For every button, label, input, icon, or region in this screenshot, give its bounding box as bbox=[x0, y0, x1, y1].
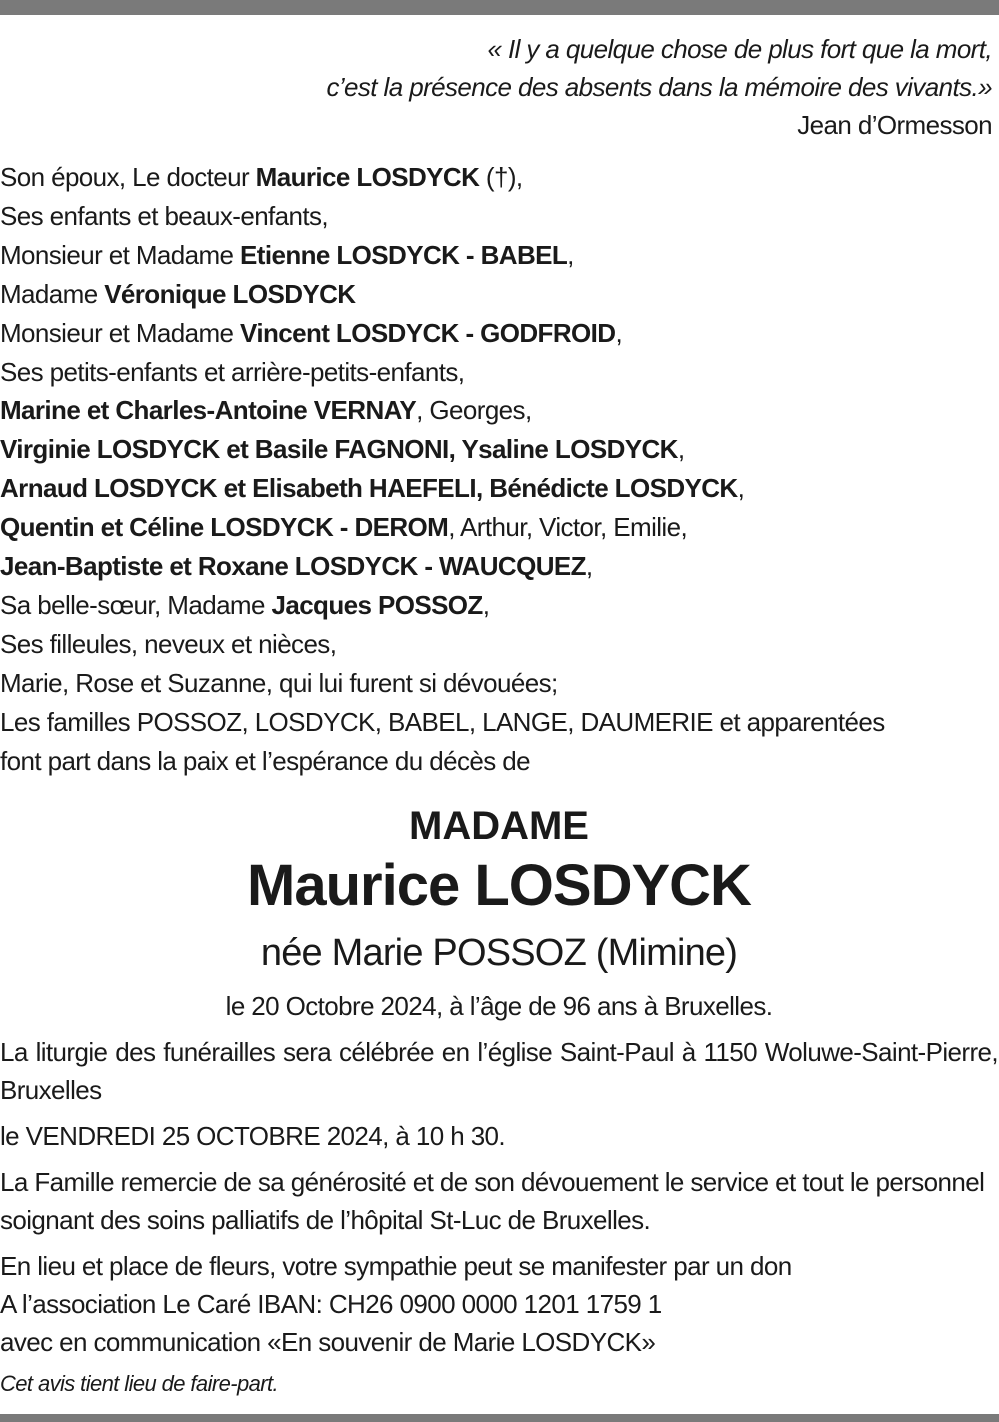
family-text: , bbox=[585, 551, 593, 582]
family-name-bold: Marine et Charles-Antoine VERNAY bbox=[0, 395, 417, 426]
family-text: Son époux, Le docteur bbox=[0, 162, 256, 192]
family-line bbox=[0, 664, 998, 703]
family-text: , bbox=[615, 317, 623, 348]
donation-line-2: A l’association Le Caré IBAN: CH26 0900 0000 1201 1759 1 bbox=[0, 1288, 662, 1319]
family-line bbox=[0, 353, 998, 392]
family-line bbox=[0, 625, 998, 664]
family-name-bold: Vincent LOSDYCK - GODFROID bbox=[240, 317, 616, 348]
family-line bbox=[0, 275, 998, 314]
family-text: (†), bbox=[479, 162, 523, 192]
family-line bbox=[0, 703, 998, 742]
family-line bbox=[0, 430, 998, 469]
thanks-paragraph: La Famille remercie de sa générosité et de son dévouement le service et tout le personnel soignant des soins palliatifs de l’hôpital St-Luc de Bruxelles. bbox=[0, 1166, 985, 1235]
obituary-notice bbox=[0, 30, 998, 1403]
family-text: , bbox=[737, 473, 745, 504]
family-text: font part dans la paix et l’espérance du décès de bbox=[0, 745, 530, 776]
family-text: Ses filleules, neveux et nièces, bbox=[0, 628, 337, 659]
epigraph-line-2: c’est la présence des absents dans la mémoire des vivants.» bbox=[326, 72, 992, 102]
family-name-bold: Etienne LOSDYCK - BABEL bbox=[240, 239, 568, 270]
family-text: Ses enfants et beaux-enfants, bbox=[0, 200, 329, 231]
funeral-date: le VENDREDI 25 OCTOBRE 2024, à 10 h 30. bbox=[0, 1120, 506, 1151]
family-line bbox=[0, 197, 998, 236]
deceased-title: MADAME bbox=[409, 803, 589, 848]
epigraph-author: Jean d’Ormesson bbox=[797, 110, 992, 140]
death-date: le 20 Octobre 2024, à l’âge de 96 ans à Bruxelles. bbox=[225, 990, 773, 1021]
family-name-bold: Jacques POSSOZ bbox=[271, 589, 483, 620]
bottom-rule bbox=[0, 1414, 999, 1422]
family-name-bold: Maurice LOSDYCK bbox=[255, 162, 480, 192]
deceased-name: Maurice LOSDYCK bbox=[247, 852, 751, 918]
family-list bbox=[0, 158, 998, 781]
family-name-bold: Jean-Baptiste et Roxane LOSDYCK - WAUCQUEZ bbox=[0, 551, 586, 582]
family-line bbox=[0, 547, 998, 586]
family-text: , bbox=[677, 434, 685, 465]
family-line bbox=[0, 508, 998, 547]
faire-part-note: Cet avis tient lieu de faire-part. bbox=[0, 1370, 278, 1396]
family-text: , Georges, bbox=[416, 395, 532, 426]
funeral-liturgy: La liturgie des funérailles sera célébrée en l’église Saint-Paul à 1150 Woluwe-Saint-Pierre, Bruxelles bbox=[0, 1036, 998, 1105]
family-line bbox=[0, 586, 998, 625]
family-name-bold: Virginie LOSDYCK et Basile FAGNONI, Ysaline LOSDYCK bbox=[0, 434, 678, 465]
family-text: Madame bbox=[0, 278, 105, 309]
donation-line-1: En lieu et place de fleurs, votre sympathie peut se manifester par un don bbox=[0, 1250, 792, 1281]
family-text: Monsieur et Madame bbox=[0, 317, 241, 348]
family-text: Sa belle-sœur, Madame bbox=[0, 589, 272, 620]
family-text: , bbox=[482, 589, 490, 620]
family-line bbox=[0, 158, 998, 197]
donation-line-3: avec en communication «En souvenir de Marie LOSDYCK» bbox=[0, 1326, 656, 1357]
top-rule bbox=[0, 0, 999, 15]
family-text: Les familles POSSOZ, LOSDYCK, BABEL, LANGE, DAUMERIE et apparentées bbox=[0, 706, 885, 737]
family-line bbox=[0, 391, 998, 430]
family-line bbox=[0, 469, 998, 508]
family-text: , Arthur, Victor, Emilie, bbox=[448, 512, 688, 543]
epigraph-line-1: « Il y a quelque chose de plus fort que la mort, bbox=[487, 34, 992, 64]
family-text: , bbox=[567, 239, 574, 270]
family-text: Monsieur et Madame bbox=[0, 239, 241, 270]
family-line bbox=[0, 742, 998, 781]
family-line bbox=[0, 314, 998, 353]
family-text: Marie, Rose et Suzanne, qui lui furent si dévouées; bbox=[0, 667, 558, 698]
family-text: Ses petits-enfants et arrière-petits-enfants, bbox=[0, 356, 465, 387]
family-name-bold: Arnaud LOSDYCK et Elisabeth HAEFELI, Bénédicte LOSDYCK bbox=[0, 473, 738, 504]
family-name-bold: Véronique LOSDYCK bbox=[104, 278, 356, 309]
family-line bbox=[0, 236, 998, 275]
deceased-birth-name: née Marie POSSOZ (Mimine) bbox=[260, 931, 738, 974]
family-name-bold: Quentin et Céline LOSDYCK - DEROM bbox=[0, 512, 449, 543]
